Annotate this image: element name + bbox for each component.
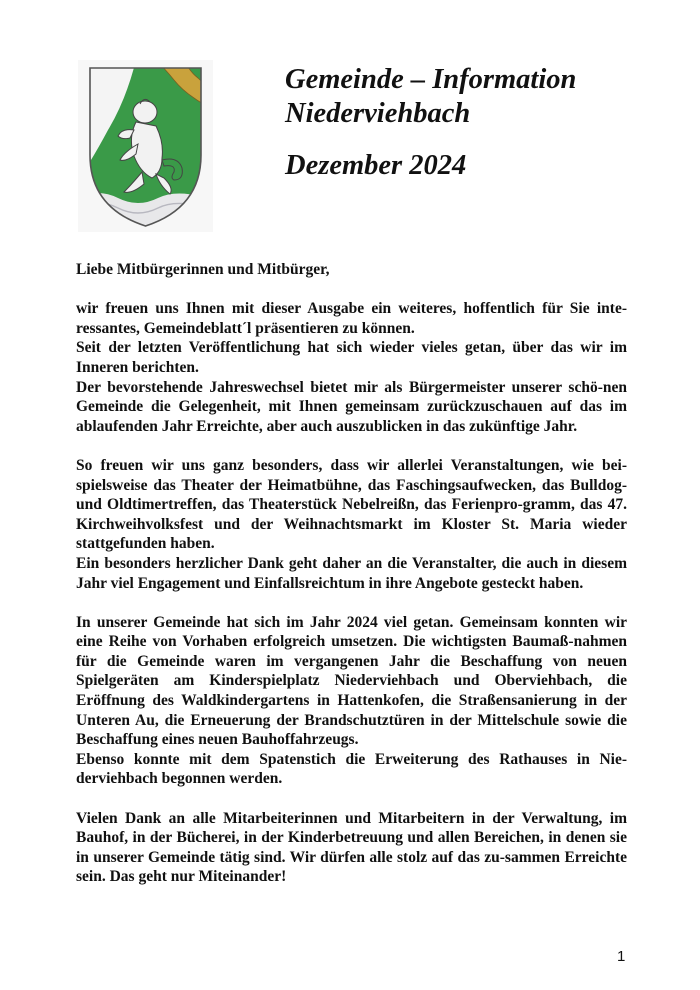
letter-body [76,260,627,887]
salutation: Liebe Mitbürgerinnen und Mitbürger, [76,261,330,278]
paragraph-4: So freuen wir uns ganz besonders, dass wir allerlei Veranstaltungen, wie bei-spielsweise das Theater der Heimatbühne, das Faschingsaufwecken, das Bulldog- und Oldtimertreffen, das Theaterstück Nebelreißn, das Ferienpro-gramm, das 47. Kirchweihvolksfest und der Weihnachtsmarkt im Kloster St. Maria wieder stattgefunden haben. [76,456,627,553]
paragraph-spacer [76,436,627,456]
municipality-name: Niederviehbach [285,98,471,129]
paragraph-3: Der bevorstehende Jahreswechsel bietet mir als Bürgermeister unserer schö-nen Gemeinde die Gelegenheit, mit Ihnen gemeinsam zurückzuschauen auf das im ablaufenden Jahr Erreichte, aber auch auszublicken in das zukünftige Jahr. [76,378,627,435]
coat-of-arms-image [78,60,213,232]
paragraph-spacer [76,593,627,613]
document-title: Gemeinde – Information [285,64,577,95]
paragraph-5: Ein besonders herzlicher Dank geht daher an die Veranstalter, die auch in diesem Jahr viel Engagement und Einfallsreichtum in ihre Angebote gesteckt haben. [76,554,627,592]
municipal-coat-of-arms [78,60,213,232]
paragraph-6: In unserer Gemeinde hat sich im Jahr 2024 viel getan. Gemeinsam konnten wir eine Reihe von Vorhaben erfolgreich umsetzen. Die wichtigsten Baumaß-nahmen für die Gemeinde waren im vergangenen Jahr die Beschaffung von neuen Spielgeräten am Kinderspielplatz Niederviehbach und Oberviehbach, die Eröffnung des Waldkindergartens in Hattenkofen, die Straßensanierung in der Unteren Au, die Erneuerung der Brandschutztüren in der Mittelschule sowie die Beschaffung eines neuen Bauhoffahrzeugs. [76,613,627,749]
paragraph-1: wir freuen uns Ihnen mit dieser Ausgabe ein weiteres, hoffentlich für Sie inte-ressantes, Gemeindeblatt´l präsentieren zu können. [76,300,627,337]
paragraph-spacer [76,789,627,809]
paragraph-7: Ebenso konnte mit dem Spatenstich die Erweiterung des Rathauses in Nie-derviehbach begonnen werden. [76,750,627,788]
issue-date: Dezember 2024 [285,150,467,181]
paragraph-2: Seit der letzten Veröffentlichung hat sich wieder vieles getan, über das wir im Inneren berichten. [76,339,627,376]
page-number: 1 [617,948,626,965]
paragraph-8: Vielen Dank an alle Mitarbeiterinnen und Mitarbeitern in der Verwaltung, im Bauhof, in der Bücherei, in der Kinderbetreuung und allen Bereichen, in denen sie in unserer Gemeinde tätig sind. Wir dürfen alle stolz auf das zu-sammen Erreichte sein. Das geht nur Miteinander! [76,809,627,886]
document-header [285,63,576,183]
